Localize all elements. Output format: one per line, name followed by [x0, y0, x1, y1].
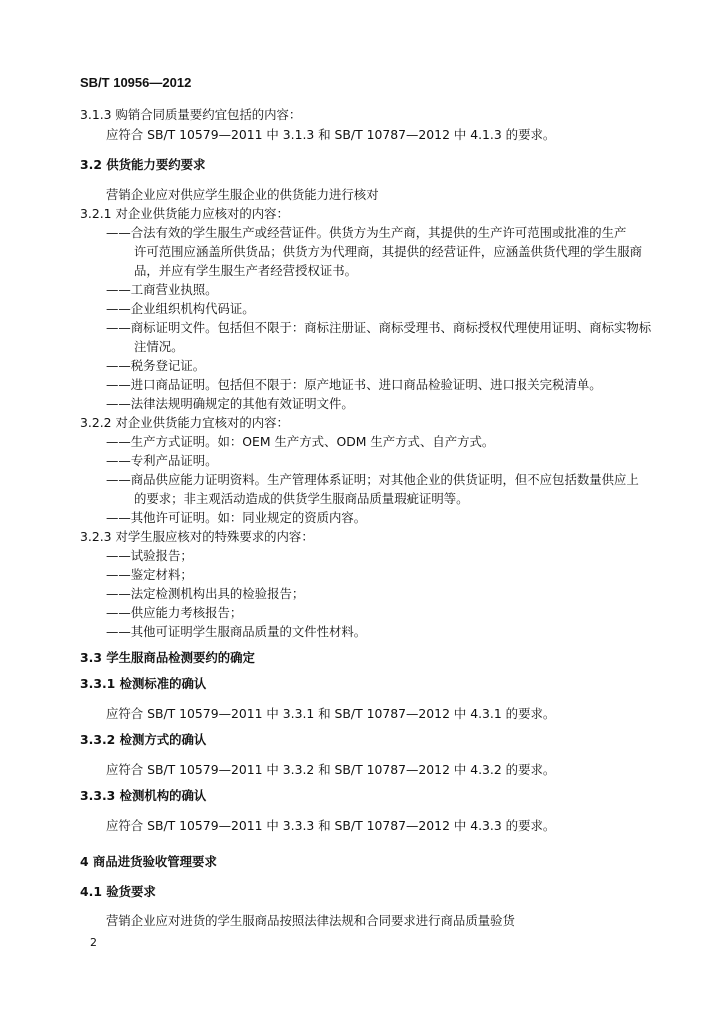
list-item-continued: 的要求；非主观活动造成的供货学生服商品质量瑕疵证明等。 [134, 491, 469, 506]
section-3-3-heading: 3.3 学生服商品检测要约的确定 [80, 650, 255, 665]
list-item: ——合法有效的学生服生产或经营证件。供货方为生产商，其提供的生产许可范围或批准的生产 [106, 225, 627, 240]
section-3-2-heading: 3.2 供货能力要约要求 [80, 157, 206, 172]
list-item: ——商标证明文件。包括但不限于：商标注册证、商标受理书、商标授权代理使用证明、商标实物标 [106, 320, 652, 335]
list-item: ——税务登记证。 [106, 358, 206, 373]
section-4-heading: 4 商品进货验收管理要求 [80, 854, 217, 869]
clause-3-2-1: 3.2.1 对企业供货能力应核对的内容： [80, 206, 289, 221]
clause-3-3-2-heading: 3.3.2 检测方式的确认 [80, 732, 207, 747]
standard-code: SB/T 10956—2012 [80, 75, 192, 90]
list-item: ——生产方式证明。如：OEM 生产方式、ODM 生产方式、自产方式。 [106, 434, 495, 449]
clause-3-3-3-text: 应符合 SB/T 10579—2011 中 3.3.3 和 SB/T 10787—2012 中 4.3.3 的要求。 [106, 818, 556, 833]
section-3-2-text: 营销企业应对供应学生服企业的供货能力进行核对 [106, 187, 379, 202]
list-item: ——法定检测机构出具的检验报告； [106, 586, 305, 601]
clause-3-1-3: 3.1.3 购销合同质量要约宜包括的内容： [80, 107, 302, 122]
list-item: ——企业组织机构代码证。 [106, 301, 255, 316]
list-item: ——其他可证明学生服商品质量的文件性材料。 [106, 624, 367, 639]
clause-3-2-2: 3.2.2 对企业供货能力宜核对的内容： [80, 415, 289, 430]
list-item: ——鉴定材料； [106, 567, 193, 582]
section-4-1-text: 营销企业应对进货的学生服商品按照法律法规和合同要求进行商品质量验货 [106, 913, 515, 928]
list-item: ——工商营业执照。 [106, 282, 218, 297]
clause-3-3-3-heading: 3.3.3 检测机构的确认 [80, 788, 207, 803]
list-item: ——其他许可证明。如：同业规定的资质内容。 [106, 510, 367, 525]
list-item-continued: 品，并应有学生服生产者经营授权证书。 [134, 263, 358, 278]
list-item: ——供应能力考核报告； [106, 605, 243, 620]
list-item: ——进口商品证明。包括但不限于：原产地证书、进口商品检验证明、进口报关完税清单。 [106, 377, 602, 392]
clause-3-1-3-text: 应符合 SB/T 10579—2011 中 3.1.3 和 SB/T 10787—2012 中 4.1.3 的要求。 [106, 127, 556, 142]
section-4-1-heading: 4.1 验货要求 [80, 884, 156, 899]
clause-3-3-1-text: 应符合 SB/T 10579—2011 中 3.3.1 和 SB/T 10787—2012 中 4.3.1 的要求。 [106, 706, 556, 721]
list-item-continued: 注情况。 [134, 339, 184, 354]
clause-3-3-2-text: 应符合 SB/T 10579—2011 中 3.3.2 和 SB/T 10787—2012 中 4.3.2 的要求。 [106, 762, 556, 777]
list-item: ——商品供应能力证明资料。生产管理体系证明；对其他企业的供货证明，但不应包括数量供应上 [106, 472, 639, 487]
list-item: ——试验报告； [106, 548, 193, 563]
clause-3-2-3: 3.2.3 对学生服应核对的特殊要求的内容： [80, 529, 314, 544]
list-item: ——法律法规明确规定的其他有效证明文件。 [106, 396, 354, 411]
page-number: 2 [90, 936, 97, 949]
list-item-continued: 许可范围应涵盖所供货品；供货方为代理商，其提供的经营证件，应涵盖供货代理的学生服商 [134, 244, 643, 259]
clause-3-3-1-heading: 3.3.1 检测标准的确认 [80, 676, 207, 691]
list-item: ——专利产品证明。 [106, 453, 218, 468]
